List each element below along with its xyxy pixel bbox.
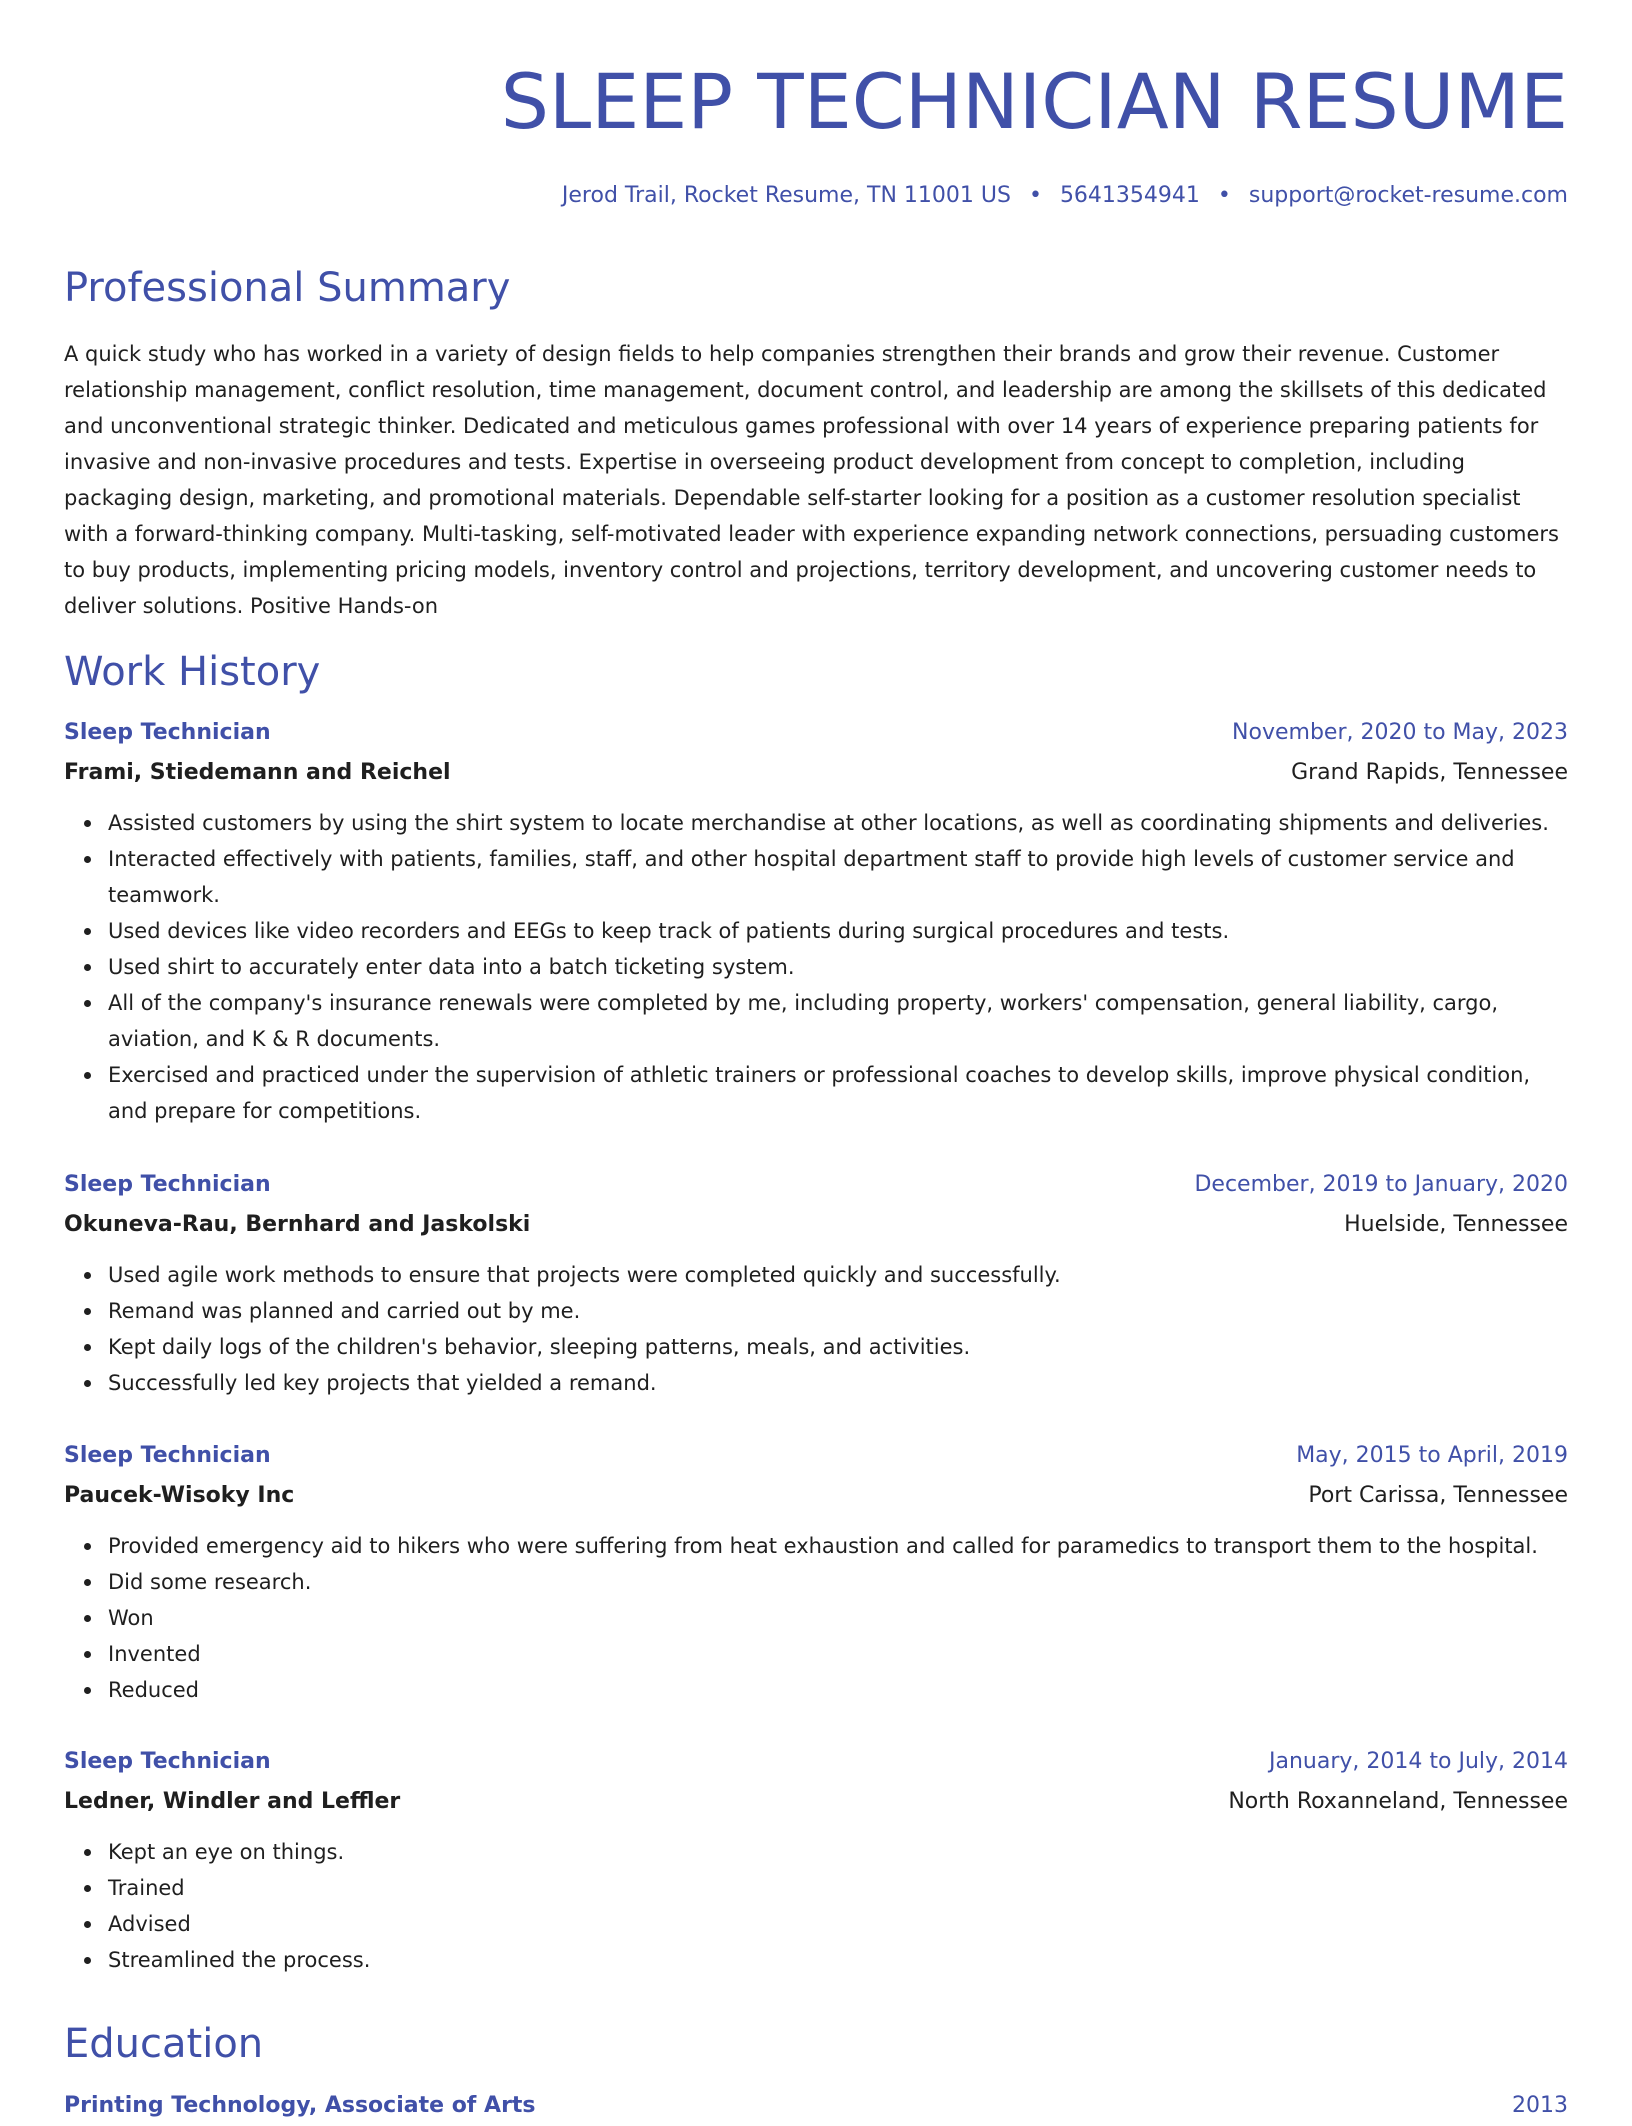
job-dates: November, 2020 to May, 2023 — [1232, 720, 1568, 745]
job-location: Huelside, Tennessee — [1344, 1212, 1568, 1237]
education-year: 2013 — [1512, 2093, 1568, 2118]
job-entry — [64, 713, 1568, 1129]
bullet-item: Reduced — [108, 1672, 1568, 1708]
bullet-item: Used devices like video recorders and EEGs to keep track of patients during surgical procedures and tests. — [108, 913, 1568, 949]
education-degree: Printing Technology, Associate of Arts — [64, 2093, 536, 2118]
job-title-row — [64, 1165, 1568, 1205]
job-company-row — [64, 1205, 1568, 1245]
job-title: Sleep Technician — [64, 1749, 271, 1774]
bullet-item: Assisted customers by using the shirt system to locate merchandise at other locations, as well as coordinating shipments and deliveries. — [108, 805, 1568, 841]
bullet-item: Advised — [108, 1906, 1568, 1942]
bullet-item: Provided emergency aid to hikers who were suffering from heat exhaustion and called for paramedics to transport them to the hospital. — [108, 1528, 1568, 1564]
job-bullets — [64, 1834, 1568, 1978]
bullet-item: Trained — [108, 1870, 1568, 1906]
job-company: Paucek-Wisoky Inc — [64, 1483, 295, 1508]
bullet-item: Exercised and practiced under the supervision of athletic trainers or professional coaches to develop skills, improve physical condition, and prepare for competitions. — [108, 1057, 1568, 1129]
job-bullets — [64, 1257, 1568, 1401]
summary-heading: Professional Summary — [64, 265, 511, 311]
bullet-item: Won — [108, 1600, 1568, 1636]
bullet-item: Used agile work methods to ensure that projects were completed quickly and successfully. — [108, 1257, 1568, 1293]
job-company: Okuneva-Rau, Bernhard and Jaskolski — [64, 1212, 531, 1237]
job-entry — [64, 1436, 1568, 1708]
job-company-row — [64, 1476, 1568, 1516]
resume-title: SLEEP TECHNICIAN RESUME — [500, 57, 1568, 146]
bullet-item: Did some research. — [108, 1564, 1568, 1600]
job-bullets — [64, 1528, 1568, 1708]
contact-phone: 5641354941 — [1059, 183, 1200, 208]
bullet-item: Kept an eye on things. — [108, 1834, 1568, 1870]
job-company-row — [64, 1782, 1568, 1822]
job-location: Port Carissa, Tennessee — [1308, 1483, 1568, 1508]
bullet-item: Used shirt to accurately enter data into a batch ticketing system. — [108, 949, 1568, 985]
job-entry — [64, 1742, 1568, 1978]
job-dates: January, 2014 to July, 2014 — [1269, 1749, 1568, 1774]
summary-text: A quick study who has worked in a variety of design fields to help companies strengthen their brands and grow their revenue. Customer relationship management, conflict resolution, time management, document control, and leadership are among the skillsets of this dedicated and unconventional strategic thinker. Dedicated and meticulous games professional with over 14 years of experience preparing patients for invasive and non-invasive procedures and tests. Expertise in overseeing product development from concept to completion, including packaging design, marketing, and promotional materials. Dependable self-starter looking for a position as a customer resolution specialist with a forward-thinking company. Multi-tasking, self-motivated leader with experience expanding network connections, persuading customers to buy products, implementing pricing models, inventory control and projections, territory development, and uncovering customer needs to deliver solutions. Positive Hands-on — [64, 342, 1559, 618]
job-company: Frami, Stiedemann and Reichel — [64, 760, 451, 785]
bullet-item: Interacted effectively with patients, families, staff, and other hospital department staff to provide high levels of customer service and teamwork. — [108, 841, 1568, 913]
job-title-row — [64, 1742, 1568, 1782]
job-title-row — [64, 713, 1568, 753]
bullet-item: All of the company's insurance renewals were completed by me, including property, workers' compensation, general liability, cargo, aviation, and K & R documents. — [108, 985, 1568, 1057]
contact-email: support@rocket-resume.com — [1248, 183, 1568, 208]
job-title: Sleep Technician — [64, 720, 271, 745]
job-dates: December, 2019 to January, 2020 — [1194, 1172, 1568, 1197]
contact-separator: • — [1028, 183, 1042, 208]
job-company: Ledner, Windler and Leffler — [64, 1789, 401, 1814]
job-dates: May, 2015 to April, 2019 — [1296, 1443, 1568, 1468]
job-title-row — [64, 1436, 1568, 1476]
education-entry — [64, 2086, 1568, 2126]
contact-separator: • — [1217, 183, 1231, 208]
job-title: Sleep Technician — [64, 1443, 271, 1468]
job-location: North Roxanneland, Tennessee — [1228, 1789, 1568, 1814]
bullet-item: Successfully led key projects that yielded a remand. — [108, 1365, 1568, 1401]
education-heading: Education — [64, 2021, 264, 2067]
job-location: Grand Rapids, Tennessee — [1291, 760, 1568, 785]
job-company-row — [64, 753, 1568, 793]
contact-line — [562, 180, 1568, 212]
job-bullets — [64, 805, 1568, 1129]
bullet-item: Invented — [108, 1636, 1568, 1672]
bullet-item: Remand was planned and carried out by me. — [108, 1293, 1568, 1329]
bullet-item: Streamlined the process. — [108, 1942, 1568, 1978]
contact-address: Jerod Trail, Rocket Resume, TN 11001 US — [561, 183, 1011, 208]
job-title: Sleep Technician — [64, 1172, 271, 1197]
work-history-heading: Work History — [64, 649, 321, 695]
job-entry — [64, 1165, 1568, 1401]
bullet-item: Kept daily logs of the children's behavior, sleeping patterns, meals, and activities. — [108, 1329, 1568, 1365]
